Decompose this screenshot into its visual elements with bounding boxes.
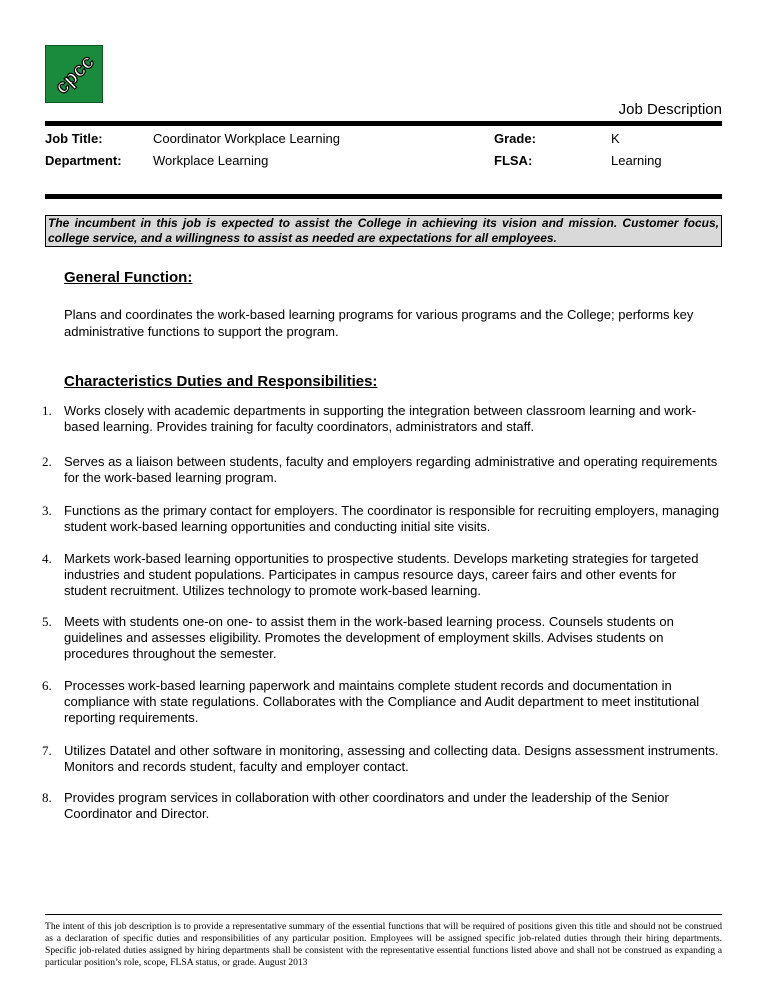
duty-text: Serves as a liaison between students, faculty and employers regarding administrative and operating requirements for the work-based learning program. <box>64 454 718 485</box>
logo-text: cpcc <box>50 50 99 99</box>
duty-number: 1. <box>42 403 52 418</box>
duties-title: Characteristics Duties and Responsibilities: <box>64 373 378 390</box>
duty-number: 8. <box>42 790 52 805</box>
duty-text: Provides program services in collaboration with other coordinators and under the leadership of the Senior Coordinator and Director. <box>64 790 669 821</box>
duty-text: Functions as the primary contact for employers. The coordinator is responsible for recruiting employers, managing student work-based learning opportunities and conducting initial site visits. <box>64 503 720 534</box>
general-function-text: Plans and coordinates the work-based learning programs for various programs and the College; performs key administrative functions to support the program. <box>64 307 694 339</box>
document-type: Job Description <box>618 101 722 118</box>
duty-item <box>42 551 722 599</box>
job-title-value: Coordinator Workplace Learning <box>153 131 340 146</box>
footer-disclaimer: The intent of this job description is to provide a representative summary of the essential functions that will be required of positions given this title and should not be construed as a declaration of specific duties and responsibilities of any particular position. Employees will be assigned specific job-related duties through their hiring departments. Specific job-related duties assigned by hiring departments shall be consistent with the representative essential functions listed above and shall not be construed as expanding a particular position’s role, scope, FLSA status, or grade. August 2013 <box>45 921 722 968</box>
duty-item <box>42 790 722 822</box>
grade-value: K <box>611 131 620 146</box>
flsa-value: Learning <box>611 153 662 168</box>
duty-number: 2. <box>42 454 52 469</box>
duty-number: 7. <box>42 743 52 758</box>
duty-item <box>42 403 722 435</box>
duty-item <box>42 614 722 662</box>
duty-text: Utilizes Datatel and other software in monitoring, assessing and collecting data. Designs assessment instruments. Monitors and records student, faculty and employer contact. <box>64 743 719 774</box>
duty-number: 3. <box>42 503 52 518</box>
duty-item <box>42 503 722 535</box>
duty-number: 5. <box>42 614 52 629</box>
header-bottom-rule <box>45 194 722 199</box>
grade-label: Grade: <box>494 131 536 146</box>
department-label: Department: <box>45 153 122 168</box>
duty-item <box>42 678 722 726</box>
footer-rule <box>45 914 722 915</box>
general-function-title: General Function: <box>64 269 193 286</box>
cpcc-logo-graphic <box>46 46 102 102</box>
duty-text: Processes work-based learning paperwork and maintains complete student records and documentation in compliance with state regulations. Collaborates with the Compliance and Audit department to meet institutional reporting requirements. <box>64 678 700 725</box>
duty-item <box>42 454 722 486</box>
duty-text: Markets work-based learning opportunities to prospective students. Develops marketing strategies for targeted industries and student populations. Participates in campus resource days, career fairs and other events for student recruitment. Utilizes technology to promote work-based learning. <box>64 551 699 598</box>
duty-text: Works closely with academic departments in supporting the integration between classroom learning and work-based learning. Provides training for faculty coordinators, administrators and staff. <box>64 403 697 434</box>
mission-statement: The incumbent in this job is expected to assist the College in achieving its vision and mission. Customer focus, college service, and a willingness to assist as needed are expectations for all employees. <box>45 215 722 247</box>
duty-number: 6. <box>42 678 52 693</box>
duty-item <box>42 743 722 775</box>
department-value: Workplace Learning <box>153 153 269 168</box>
header-top-rule <box>45 121 722 126</box>
flsa-label: FLSA: <box>494 153 533 168</box>
job-title-label: Job Title: <box>45 131 103 146</box>
duty-text: Meets with students one-on one- to assist them in the work-based learning process. Counsels students on guidelines and assesses eligibility. Promotes the development of employment skills. Advises students on procedures throughout the semester. <box>64 614 674 661</box>
duty-number: 4. <box>42 551 52 566</box>
cpcc-logo <box>45 45 103 103</box>
